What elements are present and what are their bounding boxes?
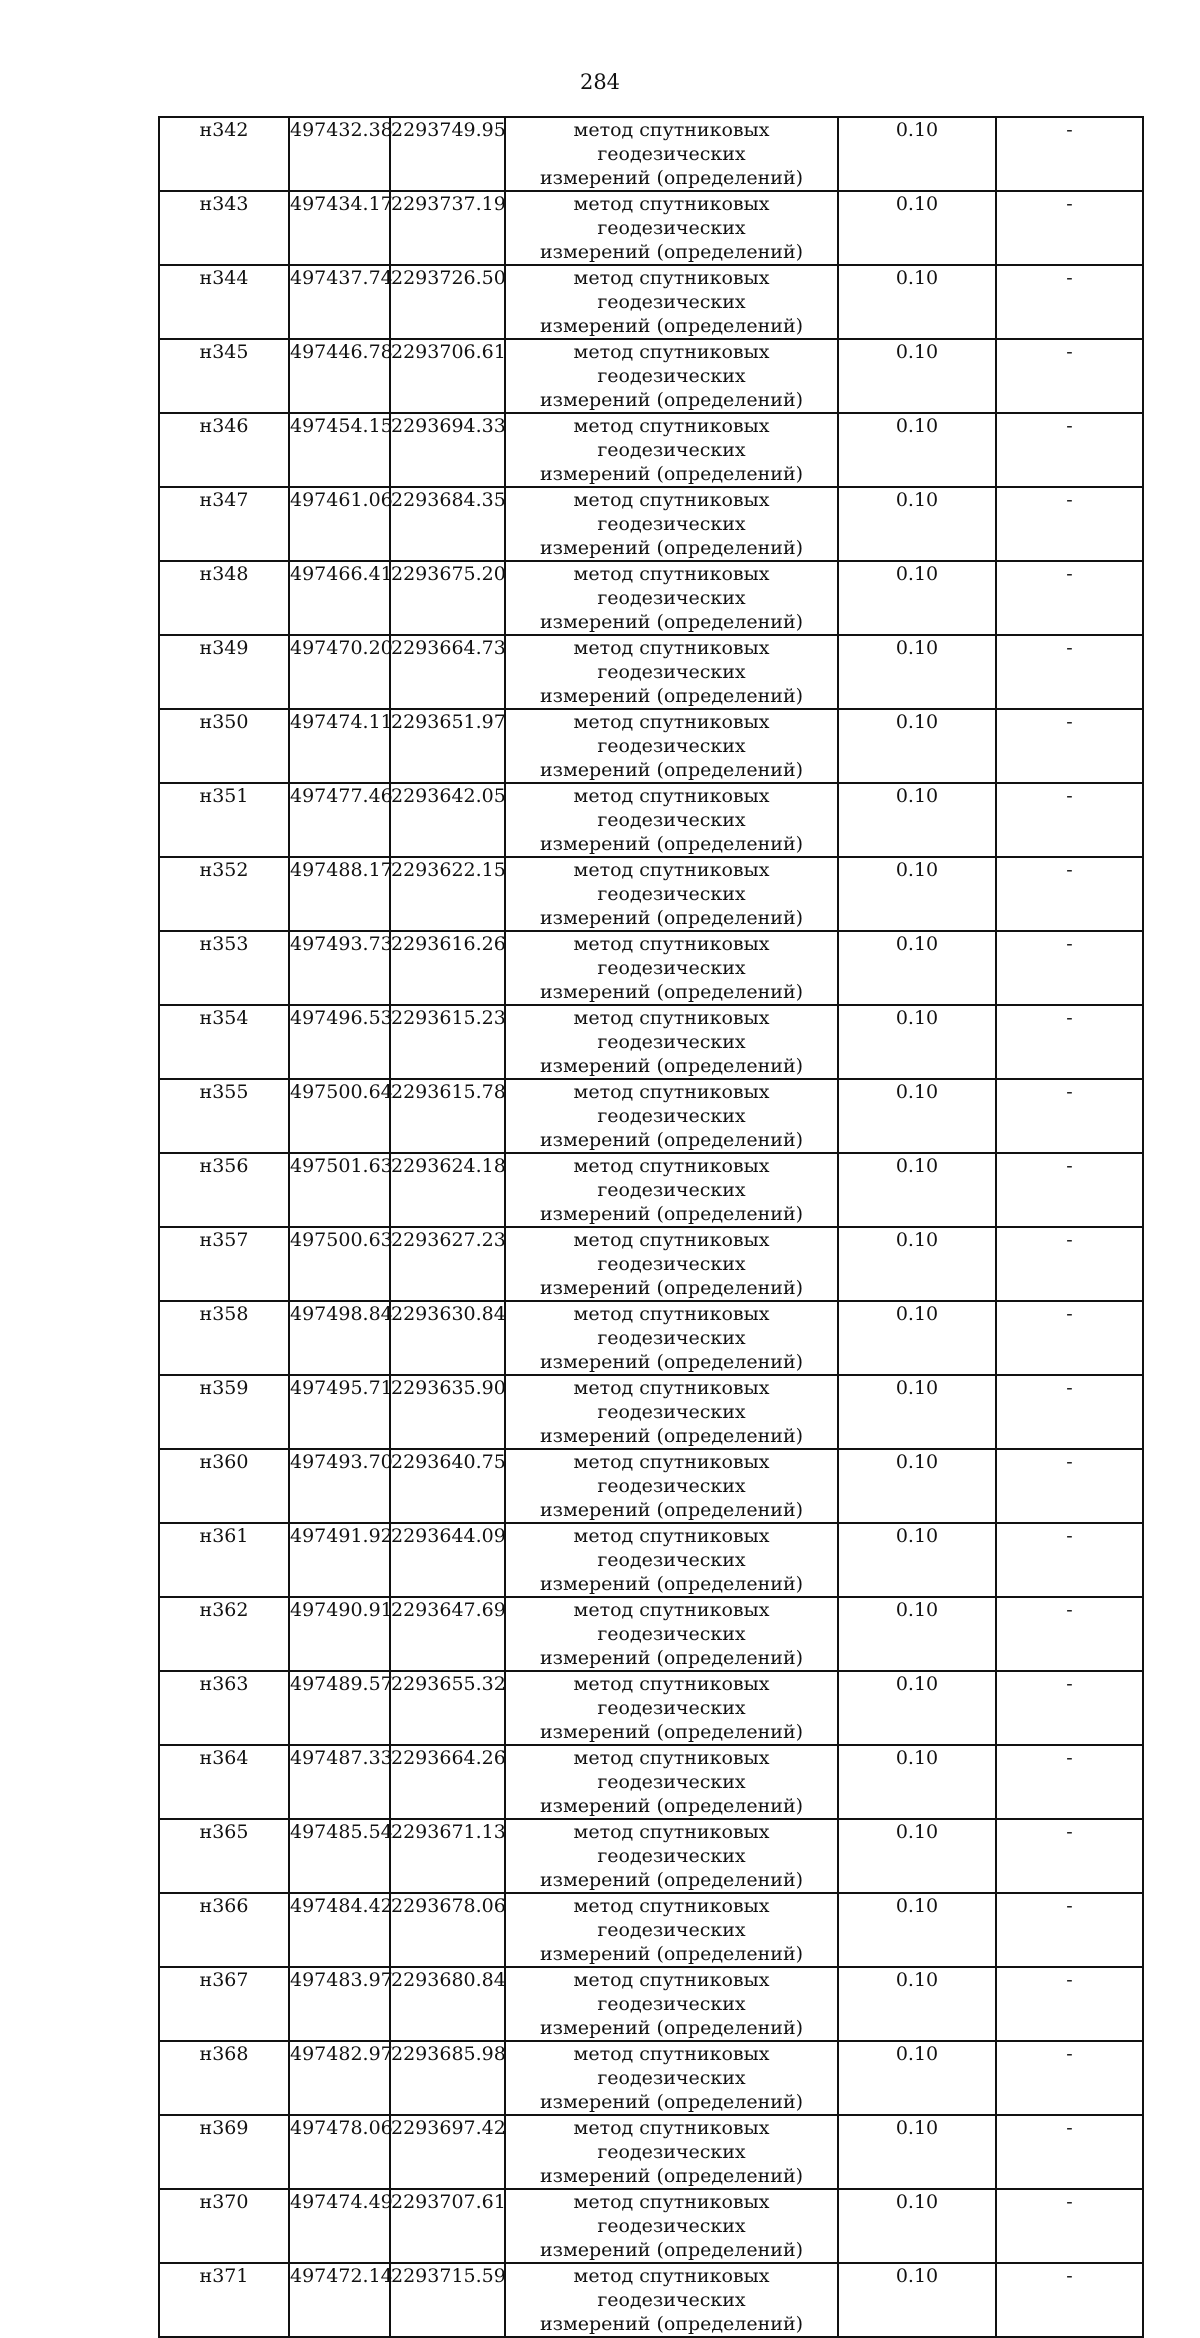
point-name-cell: н347 (159, 487, 289, 561)
method-text-line2: измерений (определений) (539, 1351, 804, 1373)
table-row (159, 1523, 1143, 1597)
y-coordinate-cell: 2293647.69 (390, 1597, 505, 1671)
y-coordinate-cell: 2293737.19 (390, 191, 505, 265)
point-name-cell: н355 (159, 1079, 289, 1153)
table-row (159, 117, 1143, 191)
accuracy-cell: 0.10 (838, 1449, 996, 1523)
table-row (159, 635, 1143, 709)
description-cell: - (996, 339, 1143, 413)
y-coordinate-cell: 2293685.98 (390, 2041, 505, 2115)
point-name-cell: н365 (159, 1819, 289, 1893)
description-cell: - (996, 635, 1143, 709)
accuracy-cell: 0.10 (838, 931, 996, 1005)
accuracy-cell: 0.10 (838, 1375, 996, 1449)
point-name-cell: н352 (159, 857, 289, 931)
point-name-cell: н344 (159, 265, 289, 339)
description-cell: - (996, 1597, 1143, 1671)
method-cell (505, 2041, 838, 2115)
point-name-cell: н359 (159, 1375, 289, 1449)
table-row (159, 2041, 1143, 2115)
method-text-line2: измерений (определений) (539, 2091, 804, 2113)
accuracy-cell: 0.10 (838, 1671, 996, 1745)
table-row (159, 1671, 1143, 1745)
x-coordinate-cell: 497493.73 (289, 931, 390, 1005)
method-text-line2: измерений (определений) (539, 1129, 804, 1151)
y-coordinate-cell: 2293678.06 (390, 1893, 505, 1967)
description-cell: - (996, 1745, 1143, 1819)
method-cell (505, 709, 838, 783)
method-text-line2: измерений (определений) (539, 167, 804, 189)
method-text-line1: метод спутниковых геодезических (573, 1303, 770, 1349)
accuracy-cell: 0.10 (838, 635, 996, 709)
x-coordinate-cell: 497496.53 (289, 1005, 390, 1079)
description-cell: - (996, 2263, 1143, 2337)
page-number: 284 (579, 70, 621, 94)
point-name-cell: н367 (159, 1967, 289, 2041)
x-coordinate-cell: 497491.92 (289, 1523, 390, 1597)
method-text-line2: измерений (определений) (539, 981, 804, 1003)
y-coordinate-cell: 2293640.75 (390, 1449, 505, 1523)
point-name-cell: н345 (159, 339, 289, 413)
point-name-cell: н371 (159, 2263, 289, 2337)
y-coordinate-cell: 2293635.90 (390, 1375, 505, 1449)
x-coordinate-cell: 497485.54 (289, 1819, 390, 1893)
accuracy-cell: 0.10 (838, 1523, 996, 1597)
point-name-cell: н366 (159, 1893, 289, 1967)
description-cell: - (996, 413, 1143, 487)
method-cell (505, 1153, 838, 1227)
y-coordinate-cell: 2293615.78 (390, 1079, 505, 1153)
table-row (159, 1449, 1143, 1523)
y-coordinate-cell: 2293630.84 (390, 1301, 505, 1375)
description-cell: - (996, 709, 1143, 783)
y-coordinate-cell: 2293616.26 (390, 931, 505, 1005)
y-coordinate-cell: 2293680.84 (390, 1967, 505, 2041)
description-cell: - (996, 1375, 1143, 1449)
accuracy-cell: 0.10 (838, 413, 996, 487)
description-cell: - (996, 1893, 1143, 1967)
y-coordinate-cell: 2293684.35 (390, 487, 505, 561)
method-cell (505, 635, 838, 709)
method-text-line2: измерений (определений) (539, 315, 804, 337)
accuracy-cell: 0.10 (838, 1819, 996, 1893)
method-cell (505, 1301, 838, 1375)
method-cell (505, 1079, 838, 1153)
method-text-line1: метод спутниковых геодезических (573, 489, 770, 535)
description-cell: - (996, 1005, 1143, 1079)
accuracy-cell: 0.10 (838, 487, 996, 561)
method-text-line1: метод спутниковых геодезических (573, 1007, 770, 1053)
table-row (159, 1597, 1143, 1671)
x-coordinate-cell: 497484.42 (289, 1893, 390, 1967)
point-name-cell: н363 (159, 1671, 289, 1745)
y-coordinate-cell: 2293749.95 (390, 117, 505, 191)
x-coordinate-cell: 497483.97 (289, 1967, 390, 2041)
table-row (159, 1227, 1143, 1301)
x-coordinate-cell: 497461.06 (289, 487, 390, 561)
y-coordinate-cell: 2293622.15 (390, 857, 505, 931)
method-text-line2: измерений (определений) (539, 907, 804, 929)
method-cell (505, 931, 838, 1005)
method-cell (505, 2115, 838, 2189)
method-cell (505, 1745, 838, 1819)
method-text-line1: метод спутниковых геодезических (573, 711, 770, 757)
method-text-line1: метод спутниковых геодезических (573, 1969, 770, 2015)
x-coordinate-cell: 497477.46 (289, 783, 390, 857)
method-text-line1: метод спутниковых геодезических (573, 415, 770, 461)
method-text-line2: измерений (определений) (539, 759, 804, 781)
method-text-line2: измерений (определений) (539, 1277, 804, 1299)
method-cell (505, 487, 838, 561)
y-coordinate-cell: 2293655.32 (390, 1671, 505, 1745)
y-coordinate-cell: 2293664.73 (390, 635, 505, 709)
accuracy-cell: 0.10 (838, 339, 996, 413)
table-row (159, 1153, 1143, 1227)
description-cell: - (996, 265, 1143, 339)
method-text-line1: метод спутниковых геодезических (573, 1081, 770, 1127)
method-text-line2: измерений (определений) (539, 463, 804, 485)
method-text-line2: измерений (определений) (539, 2165, 804, 2187)
y-coordinate-cell: 2293627.23 (390, 1227, 505, 1301)
point-name-cell: н350 (159, 709, 289, 783)
method-cell (505, 1449, 838, 1523)
point-name-cell: н370 (159, 2189, 289, 2263)
y-coordinate-cell: 2293715.59 (390, 2263, 505, 2337)
point-name-cell: н364 (159, 1745, 289, 1819)
table-row (159, 1967, 1143, 2041)
description-cell: - (996, 2189, 1143, 2263)
description-cell: - (996, 561, 1143, 635)
accuracy-cell: 0.10 (838, 1227, 996, 1301)
point-name-cell: н351 (159, 783, 289, 857)
method-text-line2: измерений (определений) (539, 1499, 804, 1521)
accuracy-cell: 0.10 (838, 1893, 996, 1967)
method-text-line1: метод спутниковых геодезических (573, 1451, 770, 1497)
x-coordinate-cell: 497446.78 (289, 339, 390, 413)
table-row (159, 1893, 1143, 1967)
x-coordinate-cell: 497489.57 (289, 1671, 390, 1745)
point-name-cell: н356 (159, 1153, 289, 1227)
method-text-line2: измерений (определений) (539, 537, 804, 559)
method-text-line2: измерений (определений) (539, 1795, 804, 1817)
accuracy-cell: 0.10 (838, 1967, 996, 2041)
x-coordinate-cell: 497495.71 (289, 1375, 390, 1449)
y-coordinate-cell: 2293697.42 (390, 2115, 505, 2189)
description-cell: - (996, 191, 1143, 265)
table-row (159, 413, 1143, 487)
table-row (159, 1005, 1143, 1079)
point-name-cell: н361 (159, 1523, 289, 1597)
accuracy-cell: 0.10 (838, 1301, 996, 1375)
point-name-cell: н368 (159, 2041, 289, 2115)
method-text-line1: метод спутниковых геодезических (573, 119, 770, 165)
table-row (159, 339, 1143, 413)
method-text-line2: измерений (определений) (539, 1869, 804, 1891)
description-cell: - (996, 1301, 1143, 1375)
accuracy-cell: 0.10 (838, 1745, 996, 1819)
accuracy-cell: 0.10 (838, 265, 996, 339)
point-name-cell: н342 (159, 117, 289, 191)
y-coordinate-cell: 2293706.61 (390, 339, 505, 413)
method-text-line1: метод спутниковых геодезических (573, 1821, 770, 1867)
method-text-line2: измерений (определений) (539, 2313, 804, 2335)
x-coordinate-cell: 497478.06 (289, 2115, 390, 2189)
table-row (159, 1745, 1143, 1819)
point-name-cell: н369 (159, 2115, 289, 2189)
description-cell: - (996, 1671, 1143, 1745)
method-cell (505, 265, 838, 339)
point-name-cell: н362 (159, 1597, 289, 1671)
point-name-cell: н360 (159, 1449, 289, 1523)
method-text-line1: метод спутниковых геодезических (573, 341, 770, 387)
x-coordinate-cell: 497454.15 (289, 413, 390, 487)
y-coordinate-cell: 2293615.23 (390, 1005, 505, 1079)
accuracy-cell: 0.10 (838, 1079, 996, 1153)
accuracy-cell: 0.10 (838, 709, 996, 783)
y-coordinate-cell: 2293707.61 (390, 2189, 505, 2263)
method-text-line2: измерений (определений) (539, 1943, 804, 1965)
table-row (159, 709, 1143, 783)
y-coordinate-cell: 2293694.33 (390, 413, 505, 487)
coordinates-table (158, 116, 1144, 2338)
x-coordinate-cell: 497487.33 (289, 1745, 390, 1819)
method-text-line1: метод спутниковых геодезических (573, 563, 770, 609)
method-cell (505, 1227, 838, 1301)
description-cell: - (996, 1153, 1143, 1227)
method-text-line1: метод спутниковых геодезических (573, 267, 770, 313)
method-cell (505, 1893, 838, 1967)
accuracy-cell: 0.10 (838, 1153, 996, 1227)
y-coordinate-cell: 2293651.97 (390, 709, 505, 783)
method-text-line1: метод спутниковых геодезических (573, 2265, 770, 2311)
method-cell (505, 191, 838, 265)
point-name-cell: н358 (159, 1301, 289, 1375)
y-coordinate-cell: 2293664.26 (390, 1745, 505, 1819)
x-coordinate-cell: 497488.17 (289, 857, 390, 931)
method-text-line1: метод спутниковых геодезических (573, 1747, 770, 1793)
description-cell: - (996, 2115, 1143, 2189)
y-coordinate-cell: 2293644.09 (390, 1523, 505, 1597)
method-cell (505, 1523, 838, 1597)
method-cell (505, 1967, 838, 2041)
method-cell (505, 339, 838, 413)
table-row (159, 1301, 1143, 1375)
method-cell (505, 117, 838, 191)
method-text-line1: метод спутниковых геодезических (573, 785, 770, 831)
method-text-line1: метод спутниковых геодезических (573, 1229, 770, 1275)
method-text-line1: метод спутниковых геодезических (573, 859, 770, 905)
y-coordinate-cell: 2293671.13 (390, 1819, 505, 1893)
x-coordinate-cell: 497474.11 (289, 709, 390, 783)
point-name-cell: н343 (159, 191, 289, 265)
x-coordinate-cell: 497490.91 (289, 1597, 390, 1671)
method-cell (505, 1005, 838, 1079)
accuracy-cell: 0.10 (838, 783, 996, 857)
method-cell (505, 1597, 838, 1671)
x-coordinate-cell: 497472.14 (289, 2263, 390, 2337)
table-row (159, 1079, 1143, 1153)
y-coordinate-cell: 2293624.18 (390, 1153, 505, 1227)
method-text-line2: измерений (определений) (539, 2017, 804, 2039)
x-coordinate-cell: 497500.64 (289, 1079, 390, 1153)
accuracy-cell: 0.10 (838, 117, 996, 191)
method-text-line1: метод спутниковых геодезических (573, 1525, 770, 1571)
x-coordinate-cell: 497493.70 (289, 1449, 390, 1523)
table-row (159, 2263, 1143, 2337)
accuracy-cell: 0.10 (838, 1597, 996, 1671)
accuracy-cell: 0.10 (838, 191, 996, 265)
method-text-line1: метод спутниковых геодезических (573, 1895, 770, 1941)
accuracy-cell: 0.10 (838, 2189, 996, 2263)
table-row (159, 561, 1143, 635)
x-coordinate-cell: 497500.63 (289, 1227, 390, 1301)
method-cell (505, 561, 838, 635)
method-text-line1: метод спутниковых геодезических (573, 1673, 770, 1719)
point-name-cell: н348 (159, 561, 289, 635)
point-name-cell: н346 (159, 413, 289, 487)
method-cell (505, 2263, 838, 2337)
x-coordinate-cell: 497501.63 (289, 1153, 390, 1227)
table-row (159, 2115, 1143, 2189)
table-row (159, 857, 1143, 931)
y-coordinate-cell: 2293726.50 (390, 265, 505, 339)
x-coordinate-cell: 497498.84 (289, 1301, 390, 1375)
method-text-line2: измерений (определений) (539, 389, 804, 411)
method-cell (505, 2189, 838, 2263)
method-text-line2: измерений (определений) (539, 611, 804, 633)
method-text-line2: измерений (определений) (539, 241, 804, 263)
description-cell: - (996, 1819, 1143, 1893)
x-coordinate-cell: 497466.41 (289, 561, 390, 635)
point-name-cell: н353 (159, 931, 289, 1005)
table-row (159, 191, 1143, 265)
accuracy-cell: 0.10 (838, 2115, 996, 2189)
accuracy-cell: 0.10 (838, 2263, 996, 2337)
method-text-line2: измерений (определений) (539, 2239, 804, 2261)
method-cell (505, 783, 838, 857)
description-cell: - (996, 1079, 1143, 1153)
method-text-line1: метод спутниковых геодезических (573, 2043, 770, 2089)
x-coordinate-cell: 497470.20 (289, 635, 390, 709)
method-text-line1: метод спутниковых геодезических (573, 933, 770, 979)
description-cell: - (996, 931, 1143, 1005)
table-row (159, 931, 1143, 1005)
method-text-line2: измерений (определений) (539, 1203, 804, 1225)
x-coordinate-cell: 497474.49 (289, 2189, 390, 2263)
method-text-line2: измерений (определений) (539, 833, 804, 855)
method-text-line1: метод спутниковых геодезических (573, 1377, 770, 1423)
accuracy-cell: 0.10 (838, 561, 996, 635)
method-text-line2: измерений (определений) (539, 1055, 804, 1077)
method-cell (505, 857, 838, 931)
description-cell: - (996, 117, 1143, 191)
point-name-cell: н354 (159, 1005, 289, 1079)
point-name-cell: н357 (159, 1227, 289, 1301)
table-row (159, 1819, 1143, 1893)
method-text-line1: метод спутниковых геодезических (573, 637, 770, 683)
x-coordinate-cell: 497434.17 (289, 191, 390, 265)
method-text-line1: метод спутниковых геодезических (573, 1599, 770, 1645)
table-row (159, 265, 1143, 339)
method-text-line1: метод спутниковых геодезических (573, 2117, 770, 2163)
table-row (159, 1375, 1143, 1449)
method-text-line1: метод спутниковых геодезических (573, 193, 770, 239)
description-cell: - (996, 2041, 1143, 2115)
description-cell: - (996, 1523, 1143, 1597)
method-text-line2: измерений (определений) (539, 1425, 804, 1447)
y-coordinate-cell: 2293642.05 (390, 783, 505, 857)
method-text-line2: измерений (определений) (539, 1721, 804, 1743)
method-cell (505, 1819, 838, 1893)
method-text-line1: метод спутниковых геодезических (573, 1155, 770, 1201)
description-cell: - (996, 1227, 1143, 1301)
accuracy-cell: 0.10 (838, 857, 996, 931)
table-row (159, 487, 1143, 561)
method-text-line2: измерений (определений) (539, 1573, 804, 1595)
method-text-line2: измерений (определений) (539, 1647, 804, 1669)
point-name-cell: н349 (159, 635, 289, 709)
method-text-line1: метод спутниковых геодезических (573, 2191, 770, 2237)
table-row (159, 783, 1143, 857)
description-cell: - (996, 783, 1143, 857)
method-cell (505, 1375, 838, 1449)
x-coordinate-cell: 497432.38 (289, 117, 390, 191)
x-coordinate-cell: 497482.97 (289, 2041, 390, 2115)
accuracy-cell: 0.10 (838, 2041, 996, 2115)
description-cell: - (996, 1449, 1143, 1523)
y-coordinate-cell: 2293675.20 (390, 561, 505, 635)
description-cell: - (996, 857, 1143, 931)
description-cell: - (996, 487, 1143, 561)
x-coordinate-cell: 497437.74 (289, 265, 390, 339)
accuracy-cell: 0.10 (838, 1005, 996, 1079)
method-text-line2: измерений (определений) (539, 685, 804, 707)
description-cell: - (996, 1967, 1143, 2041)
method-cell (505, 413, 838, 487)
coordinates-table-body (159, 117, 1143, 2337)
method-cell (505, 1671, 838, 1745)
table-row (159, 2189, 1143, 2263)
